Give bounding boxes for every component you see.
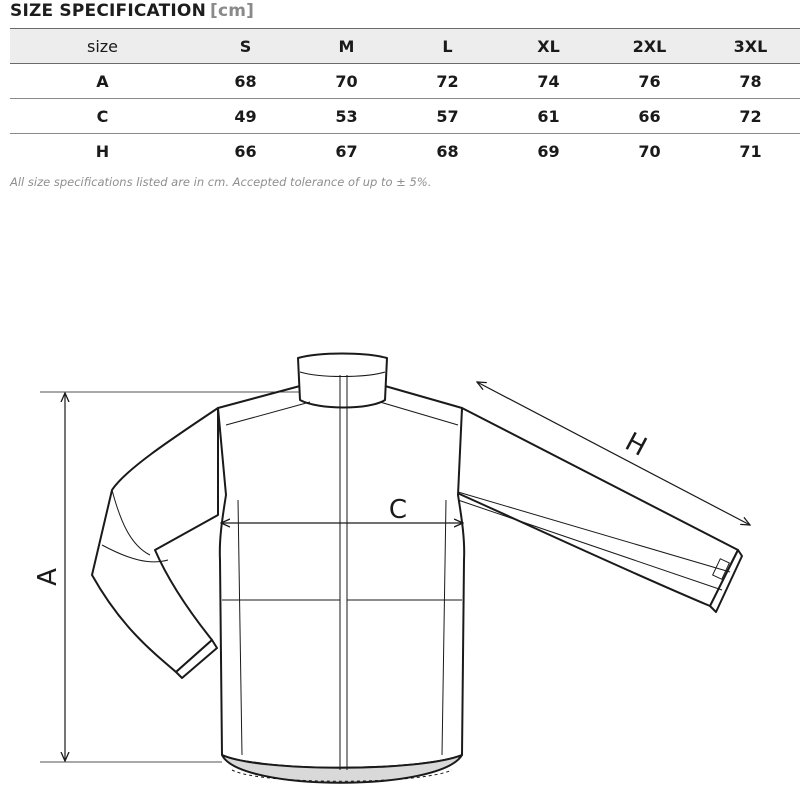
table-cell: 76 (599, 64, 700, 99)
page-title (10, 1, 254, 21)
title-unit: [cm] (210, 1, 255, 21)
table-cell: 78 (700, 64, 800, 99)
header-cell-m: M (296, 29, 397, 64)
table-cell: 70 (296, 64, 397, 99)
header-cell-size: size (10, 29, 195, 64)
header-cell-2xl: 2XL (599, 29, 700, 64)
tolerance-footnote: All size specifications listed are in cm. Accepted tolerance of up to ± 5%. (10, 175, 432, 189)
header-cell-xl: XL (498, 29, 599, 64)
table-cell: 61 (498, 99, 599, 134)
table-header-row (10, 29, 800, 64)
header-cell-s: S (195, 29, 296, 64)
table-cell: 66 (234, 141, 257, 161)
table-cell: 66 (599, 99, 700, 134)
title-text: SIZE SPECIFICATION (10, 1, 206, 21)
table-cell: 68 (436, 141, 459, 161)
table-cell: 57 (397, 99, 498, 134)
label-h: H (620, 427, 652, 463)
table-cell: 71 (739, 141, 762, 161)
size-specification-table (10, 28, 800, 168)
row-label: H (95, 141, 110, 161)
table-cell: 49 (195, 99, 296, 134)
header-cell-l: L (397, 29, 498, 64)
table-cell: 69 (537, 141, 560, 161)
table-cell: 70 (638, 141, 661, 161)
table-cell: 53 (296, 99, 397, 134)
label-a: A (33, 568, 63, 586)
table-cell: 68 (195, 64, 296, 99)
jacket-measurement-diagram (0, 330, 800, 800)
table-row (10, 99, 800, 134)
table-cell: 67 (335, 141, 358, 161)
table-cell: 74 (498, 64, 599, 99)
label-c: C (388, 495, 408, 525)
table-row (10, 134, 800, 169)
table-row (10, 64, 800, 99)
jacket-outline-icon (92, 354, 742, 783)
row-label: C (10, 99, 195, 134)
table-cell: 72 (700, 99, 800, 134)
table-cell: 72 (397, 64, 498, 99)
header-cell-3xl: 3XL (700, 29, 800, 64)
row-label: A (10, 64, 195, 99)
